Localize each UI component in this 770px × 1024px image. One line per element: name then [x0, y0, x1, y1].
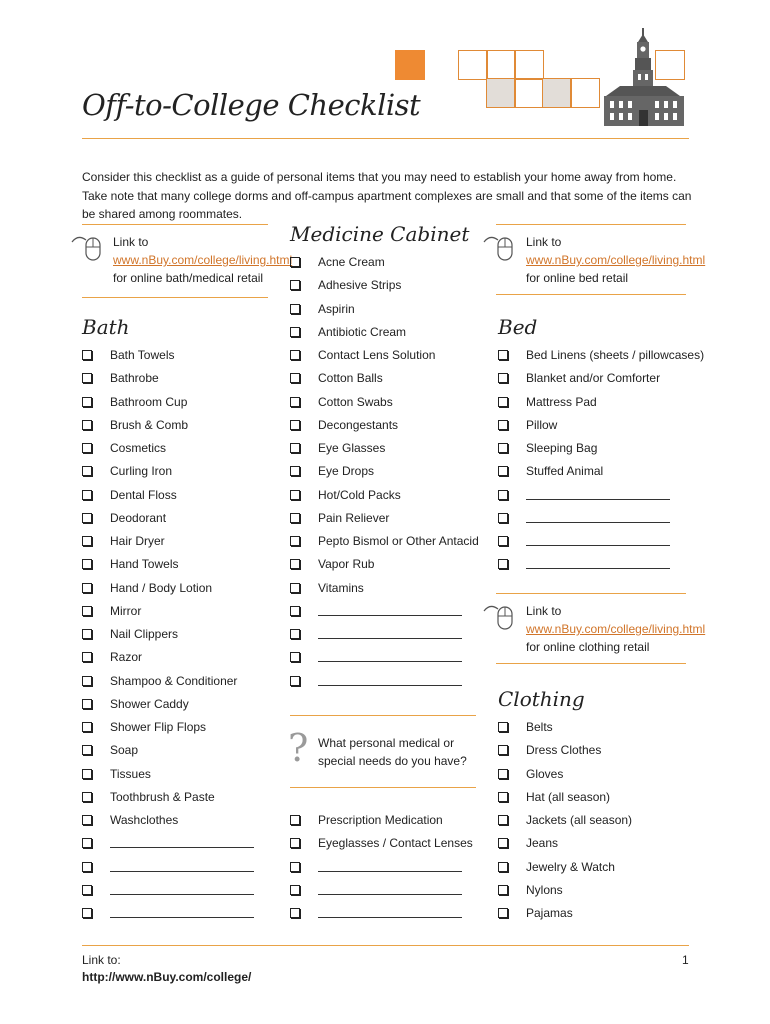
- checkbox[interactable]: [290, 908, 300, 918]
- bath-heading: Bath: [82, 315, 130, 339]
- item-label: Bed Linens (sheets / pillowcases): [526, 348, 705, 362]
- checklist-item: [498, 346, 705, 364]
- checklist-item: [498, 904, 698, 922]
- link-divider: [496, 593, 686, 594]
- question-text: What personal medical or special needs do you have?: [318, 736, 467, 768]
- checkbox[interactable]: [498, 536, 508, 546]
- checkbox[interactable]: [290, 397, 300, 407]
- item-label: Mirror: [110, 603, 142, 618]
- blank-line[interactable]: [318, 871, 462, 872]
- checklist-item: [82, 695, 282, 713]
- mouse-icon: [70, 232, 106, 268]
- link-divider: [496, 663, 686, 664]
- checkbox[interactable]: [290, 838, 300, 848]
- checkbox[interactable]: [498, 722, 508, 732]
- grid-square: [458, 50, 488, 80]
- clothing-link-url[interactable]: www.nBuy.com/college/living.html: [526, 622, 706, 636]
- link-divider: [496, 294, 686, 295]
- blank-checklist-item: [290, 625, 490, 643]
- item-label: Dental Floss: [110, 487, 177, 502]
- item-label: Shampoo & Conditioner: [110, 673, 238, 688]
- item-label: Blanket and/or Comforter: [526, 371, 661, 386]
- checkbox[interactable]: [498, 792, 508, 802]
- item-label: Mattress Pad: [526, 394, 597, 409]
- checklist-item: [290, 416, 490, 434]
- link-prefix: Link to: [526, 235, 562, 249]
- checklist-item: [82, 369, 282, 387]
- checklist-item: [82, 486, 282, 504]
- item-label: Dress Clothes: [526, 743, 602, 758]
- checkbox[interactable]: [82, 606, 92, 616]
- bath-link-url[interactable]: www.nBuy.com/college/living.html: [113, 253, 293, 267]
- checkbox[interactable]: [290, 885, 300, 895]
- checkbox[interactable]: [290, 257, 300, 267]
- blank-line[interactable]: [526, 545, 670, 546]
- blank-checklist-item: [498, 555, 698, 573]
- blank-line[interactable]: [526, 522, 670, 523]
- checkbox[interactable]: [498, 559, 508, 569]
- checkbox[interactable]: [498, 443, 508, 453]
- intro-divider: [82, 224, 268, 225]
- checklist-item: [290, 346, 490, 364]
- blank-line[interactable]: [318, 615, 462, 616]
- item-label: Hair Dryer: [110, 534, 165, 548]
- blank-checklist-item: [290, 602, 490, 620]
- checklist-item: [82, 648, 282, 666]
- item-label: Sleeping Bag: [526, 441, 598, 455]
- checklist-item: [82, 439, 282, 457]
- checklist-item: [290, 393, 490, 411]
- item-label: Bath Towels: [110, 348, 175, 362]
- title-divider: [82, 138, 689, 139]
- checkbox[interactable]: [290, 815, 300, 825]
- item-label: Nail Clippers: [110, 627, 179, 641]
- question-divider: [290, 787, 476, 788]
- gray-square: [542, 78, 572, 108]
- blank-line[interactable]: [318, 917, 462, 918]
- footer-divider: [82, 945, 689, 946]
- blank-checklist-item: [290, 648, 490, 666]
- item-label: Adhesive Strips: [318, 278, 402, 293]
- checkbox[interactable]: [290, 373, 300, 383]
- blank-line[interactable]: [318, 661, 462, 662]
- checkbox[interactable]: [82, 490, 92, 500]
- blank-checklist-item: [82, 834, 282, 852]
- item-label: Antibiotic Cream: [318, 324, 407, 339]
- checklist-item: [82, 532, 282, 550]
- checkbox[interactable]: [498, 769, 508, 779]
- item-label: Bathroom Cup: [110, 394, 188, 409]
- intro-divider: [496, 224, 686, 225]
- checkbox[interactable]: [82, 583, 92, 593]
- blank-checklist-item: [498, 486, 698, 504]
- checklist-item: [82, 741, 282, 759]
- checklist-item: [290, 300, 490, 318]
- blank-line[interactable]: [526, 568, 670, 569]
- checklist-item: [290, 579, 490, 597]
- item-label: Deodorant: [110, 510, 167, 525]
- checkbox[interactable]: [290, 676, 300, 686]
- item-label: Stuffed Animal: [526, 464, 604, 479]
- checklist-item: [290, 439, 490, 457]
- mouse-icon: [482, 601, 518, 637]
- item-label: Shower Flip Flops: [110, 720, 207, 734]
- page-title: Off-to-College Checklist: [82, 88, 421, 122]
- checklist-item: [290, 555, 490, 573]
- checkbox[interactable]: [82, 792, 92, 802]
- checklist-item: [290, 532, 490, 550]
- item-label: Brush & Comb: [110, 417, 189, 432]
- checklist-item: [290, 369, 490, 387]
- checkbox[interactable]: [82, 443, 92, 453]
- checkbox[interactable]: [290, 559, 300, 569]
- checklist-item: [290, 462, 490, 480]
- checkbox[interactable]: [290, 327, 300, 337]
- checkbox[interactable]: [82, 862, 92, 872]
- item-label: Hot/Cold Packs: [318, 487, 401, 502]
- item-label: Cotton Swabs: [318, 394, 393, 409]
- checkbox[interactable]: [82, 745, 92, 755]
- checklist-item: [82, 462, 282, 480]
- checkbox[interactable]: [498, 838, 508, 848]
- blank-checklist-item: [290, 904, 490, 922]
- blank-checklist-item: [82, 904, 282, 922]
- blank-checklist-item: [498, 509, 698, 527]
- page-number: 1: [682, 953, 689, 967]
- checkbox[interactable]: [498, 466, 508, 476]
- checkbox[interactable]: [82, 652, 92, 662]
- checkbox[interactable]: [498, 420, 508, 430]
- item-label: Vitamins: [318, 580, 364, 595]
- item-label: Decongestants: [318, 417, 399, 432]
- checklist-item: [82, 788, 282, 806]
- item-label: Jackets (all season): [526, 813, 633, 827]
- item-label: Shower Caddy: [110, 696, 189, 711]
- link-divider: [82, 297, 268, 298]
- checklist-item: [82, 811, 282, 829]
- item-label: Prescription Medication: [318, 813, 443, 827]
- checkbox[interactable]: [82, 908, 92, 918]
- item-label: Razor: [110, 650, 143, 665]
- blank-line[interactable]: [318, 685, 462, 686]
- checkbox[interactable]: [82, 466, 92, 476]
- checkbox[interactable]: [498, 513, 508, 523]
- link-prefix: Link to: [113, 235, 149, 249]
- item-label: Hand / Body Lotion: [110, 580, 213, 595]
- item-label: Eye Glasses: [318, 441, 386, 455]
- link-prefix: Link to: [526, 604, 562, 618]
- checkbox[interactable]: [290, 304, 300, 314]
- checkbox[interactable]: [82, 629, 92, 639]
- checkbox[interactable]: [290, 536, 300, 546]
- checkbox[interactable]: [290, 350, 300, 360]
- checkbox[interactable]: [498, 397, 508, 407]
- blank-line[interactable]: [110, 847, 254, 848]
- medicine-heading: Medicine Cabinet: [290, 222, 470, 246]
- checkbox[interactable]: [498, 862, 508, 872]
- question-divider: [290, 715, 476, 716]
- checklist-item: [82, 602, 282, 620]
- blank-line[interactable]: [110, 871, 254, 872]
- checklist-item: [498, 718, 698, 736]
- blank-checklist-item: [290, 672, 490, 690]
- item-label: Bathrobe: [110, 371, 159, 386]
- item-label: Curling Iron: [110, 464, 173, 479]
- checkbox[interactable]: [82, 373, 92, 383]
- checkbox[interactable]: [82, 559, 92, 569]
- checkbox[interactable]: [498, 908, 508, 918]
- item-label: Tissues: [110, 766, 151, 781]
- checkbox[interactable]: [82, 397, 92, 407]
- checklist-item: [82, 555, 282, 573]
- checkbox[interactable]: [498, 745, 508, 755]
- blank-checklist-item: [82, 858, 282, 876]
- checkbox[interactable]: [290, 443, 300, 453]
- checklist-item: [82, 416, 282, 434]
- checkbox[interactable]: [290, 862, 300, 872]
- checkbox[interactable]: [82, 676, 92, 686]
- question-mark-icon: ?: [288, 726, 309, 770]
- item-label: Contact Lens Solution: [318, 348, 436, 362]
- checklist-item: [290, 834, 490, 852]
- checklist-item: [498, 462, 698, 480]
- blank-checklist-item: [290, 858, 490, 876]
- item-label: Washclothes: [110, 813, 179, 827]
- item-label: Pain Reliever: [318, 510, 390, 525]
- blank-line[interactable]: [110, 917, 254, 918]
- checkbox[interactable]: [498, 885, 508, 895]
- checklist-item: [498, 788, 698, 806]
- checkbox[interactable]: [290, 466, 300, 476]
- item-label: Cosmetics: [110, 441, 167, 455]
- checkbox[interactable]: [82, 815, 92, 825]
- checkbox[interactable]: [290, 652, 300, 662]
- link-suffix: for online clothing retail: [526, 640, 650, 654]
- checkbox[interactable]: [82, 420, 92, 430]
- clothing-heading: Clothing: [498, 687, 585, 711]
- bed-link-url[interactable]: www.nBuy.com/college/living.html: [526, 253, 706, 267]
- grid-square: [514, 78, 544, 108]
- item-label: Toothbrush & Paste: [110, 789, 215, 804]
- checklist-item: [498, 369, 698, 387]
- item-label: Gloves: [526, 766, 564, 781]
- checkbox[interactable]: [498, 350, 508, 360]
- item-label: Pajamas: [526, 906, 573, 920]
- blank-checklist-item: [498, 532, 698, 550]
- checkbox[interactable]: [290, 583, 300, 593]
- bed-link-block: [526, 233, 705, 287]
- checkbox[interactable]: [498, 490, 508, 500]
- link-suffix: for online bath/medical retail: [113, 271, 264, 285]
- checkbox[interactable]: [290, 606, 300, 616]
- item-label: Jeans: [526, 836, 559, 851]
- blank-line[interactable]: [318, 638, 462, 639]
- checklist-item: [82, 765, 282, 783]
- checkbox[interactable]: [290, 513, 300, 523]
- checkbox[interactable]: [498, 815, 508, 825]
- item-label: Eye Drops: [318, 464, 375, 479]
- checkbox[interactable]: [82, 769, 92, 779]
- grid-square: [486, 50, 516, 80]
- footer-url[interactable]: http://www.nBuy.com/college/: [82, 970, 252, 984]
- checklist-item: [498, 811, 698, 829]
- checkbox[interactable]: [290, 420, 300, 430]
- bath-link-block: [113, 233, 292, 287]
- gray-square: [486, 78, 516, 108]
- checkbox[interactable]: [82, 350, 92, 360]
- checkbox[interactable]: [82, 699, 92, 709]
- checklist-item: [82, 579, 282, 597]
- item-label: Belts: [526, 720, 553, 734]
- checklist-item: [290, 811, 490, 829]
- blank-line[interactable]: [526, 499, 670, 500]
- orange-filled-square: [395, 50, 425, 80]
- blank-checklist-item: [82, 881, 282, 899]
- blank-checklist-item: [290, 881, 490, 899]
- checklist-item: [498, 416, 698, 434]
- item-label: Acne Cream: [318, 255, 385, 269]
- item-label: Pepto Bismol or Other Antacid: [318, 534, 479, 548]
- item-label: Jewelry & Watch: [526, 859, 615, 874]
- checkbox[interactable]: [290, 490, 300, 500]
- item-label: Aspirin: [318, 301, 355, 316]
- blank-line[interactable]: [318, 894, 462, 895]
- item-label: Cotton Balls: [318, 371, 383, 386]
- item-label: Soap: [110, 743, 139, 758]
- item-label: Hand Towels: [110, 557, 179, 572]
- checklist-item: [82, 509, 282, 527]
- bed-heading: Bed: [498, 315, 538, 339]
- grid-square: [514, 50, 544, 80]
- checkbox[interactable]: [82, 513, 92, 523]
- item-label: Eyeglasses / Contact Lenses: [318, 836, 473, 851]
- checklist-item: [82, 393, 282, 411]
- checklist-item: [290, 509, 490, 527]
- checklist-item: [290, 276, 490, 294]
- checkbox[interactable]: [82, 536, 92, 546]
- grid-square: [570, 78, 600, 108]
- checkbox[interactable]: [82, 885, 92, 895]
- checklist-item: [498, 439, 698, 457]
- checkbox[interactable]: [82, 838, 92, 848]
- checkbox[interactable]: [82, 722, 92, 732]
- checkbox[interactable]: [290, 629, 300, 639]
- checklist-item: [498, 741, 698, 759]
- checklist-item: [290, 486, 490, 504]
- header-graphic: [395, 28, 695, 138]
- checkbox[interactable]: [290, 280, 300, 290]
- checklist-item: [498, 765, 698, 783]
- checklist-item: [290, 253, 490, 271]
- checklist-item: [82, 718, 282, 736]
- item-label: Nylons: [526, 882, 563, 897]
- intro-paragraph: Consider this checklist as a guide of personal items that you may need to establish your home away from home. Take note that many college dorms and off-campus apartment complexes are small and that some of the items can be shared among roommates.: [82, 170, 692, 221]
- item-label: Pillow: [526, 417, 558, 432]
- checklist-item: [498, 858, 698, 876]
- item-label: Vapor Rub: [318, 557, 375, 572]
- checklist-item: [82, 625, 282, 643]
- checklist-item: [498, 834, 698, 852]
- checkbox[interactable]: [498, 373, 508, 383]
- link-suffix: for online bed retail: [526, 271, 629, 285]
- footer-label: Link to:: [82, 953, 121, 967]
- item-label: Hat (all season): [526, 789, 611, 804]
- blank-line[interactable]: [110, 894, 254, 895]
- checklist-item: [498, 881, 698, 899]
- checklist-item: [498, 393, 698, 411]
- clothing-link-block: [526, 602, 705, 656]
- checklist-item: [82, 346, 282, 364]
- checklist-item: [82, 672, 282, 690]
- independence-hall-icon: [600, 28, 692, 128]
- checklist-item: [290, 323, 490, 341]
